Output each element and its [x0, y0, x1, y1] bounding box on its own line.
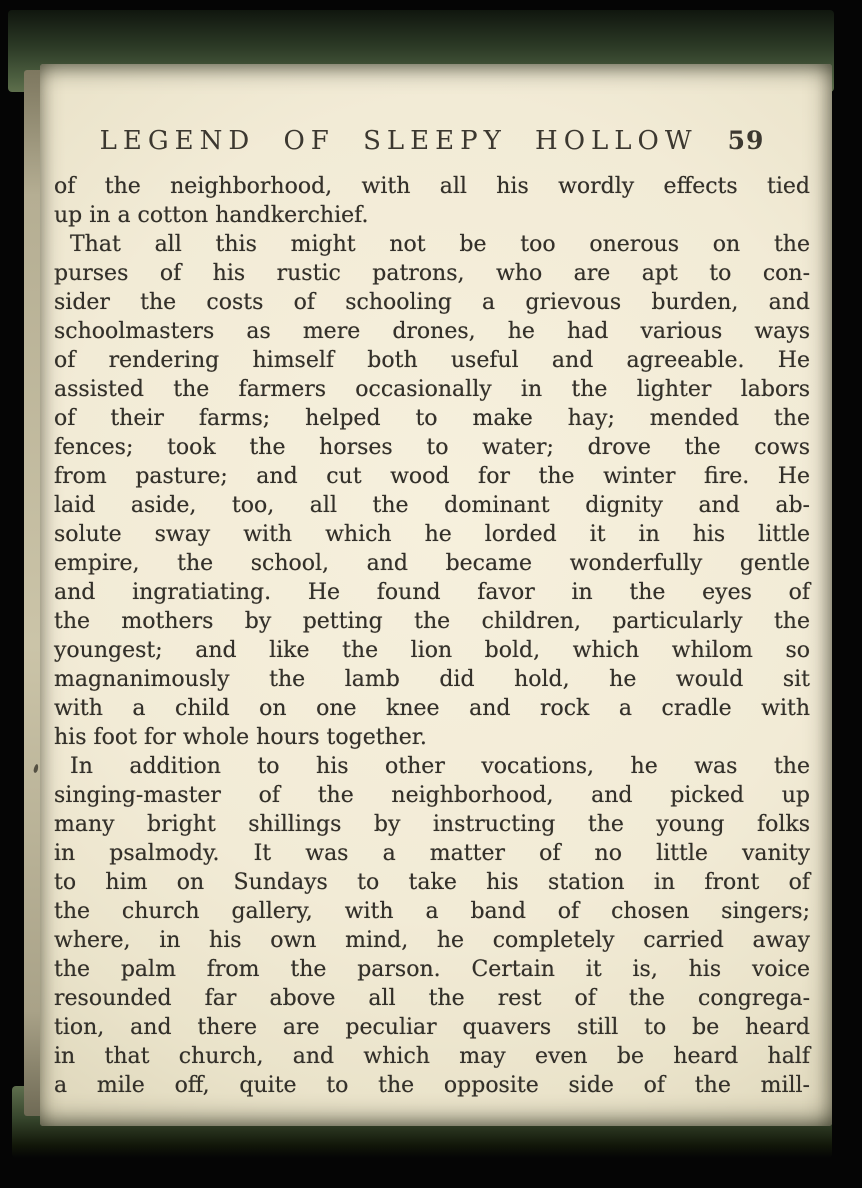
text-line: with a child on one knee and rock a cradle with: [54, 696, 810, 721]
text-line: singing-master of the neighborhood, and picked up: [54, 783, 810, 808]
text-line: purses of his rustic patrons, who are apt to con-: [54, 261, 810, 286]
text-line: in psalmody. It was a matter of no little vanity: [54, 841, 810, 866]
text-line: from pasture; and cut wood for the winter fire. He: [54, 464, 810, 489]
text-line: youngest; and like the lion bold, which whilom so: [54, 638, 810, 663]
paragraph: [54, 752, 810, 1100]
text-line: the church gallery, with a band of chosen singers;: [54, 899, 810, 924]
text-line: the mothers by petting the children, particularly the: [54, 609, 810, 634]
text-line: of rendering himself both useful and agreeable. He: [54, 348, 810, 373]
text-line: schoolmasters as mere drones, he had various ways: [54, 319, 810, 344]
text-line: tion, and there are peculiar quavers still to be heard: [54, 1015, 810, 1040]
page-header: [54, 126, 810, 156]
page-title: LEGEND OF SLEEPY HOLLOW: [99, 126, 698, 156]
text-line: assisted the farmers occasionally in the lighter labors: [54, 377, 810, 402]
text-line: the palm from the parson. Certain it is, his voice: [54, 957, 810, 982]
text-line: fences; took the horses to water; drove the cows: [54, 435, 810, 460]
text-line: a mile off, quite to the opposite side of the mill-: [54, 1073, 810, 1098]
text-line: of their farms; helped to make hay; mended the: [54, 406, 810, 431]
text-line: to him on Sundays to take his station in front of: [54, 870, 810, 895]
text-line: up in a cotton handkerchief.: [54, 203, 369, 228]
page-number: 59: [727, 126, 765, 155]
text-line: and ingratiating. He found favor in the eyes of: [54, 580, 810, 605]
text-line: in that church, and which may even be heard half: [54, 1044, 810, 1069]
text-line: laid aside, too, all the dominant dignity and ab-: [54, 493, 810, 518]
text-line: of the neighborhood, with all his wordly effects tied: [54, 174, 810, 199]
text-line: solute sway with which he lorded it in his little: [54, 522, 810, 547]
text-line: In addition to his other vocations, he was the: [70, 754, 810, 779]
text-line: his foot for whole hours together.: [54, 725, 427, 750]
text-line: empire, the school, and became wonderfully gentle: [54, 551, 810, 576]
text-line: many bright shillings by instructing the young folks: [54, 812, 810, 837]
text-line: magnanimously the lamb did hold, he would sit: [54, 667, 810, 692]
text-line: resounded far above all the rest of the congrega-: [54, 986, 810, 1011]
paragraph: [54, 230, 810, 752]
book-page: [40, 64, 832, 1126]
text-line: where, in his own mind, he completely carried away: [54, 928, 810, 953]
paragraph: [54, 172, 810, 230]
page-body: [54, 172, 810, 1100]
text-line: That all this might not be too onerous on the: [70, 232, 810, 257]
text-line: sider the costs of schooling a grievous burden, and: [54, 290, 810, 315]
